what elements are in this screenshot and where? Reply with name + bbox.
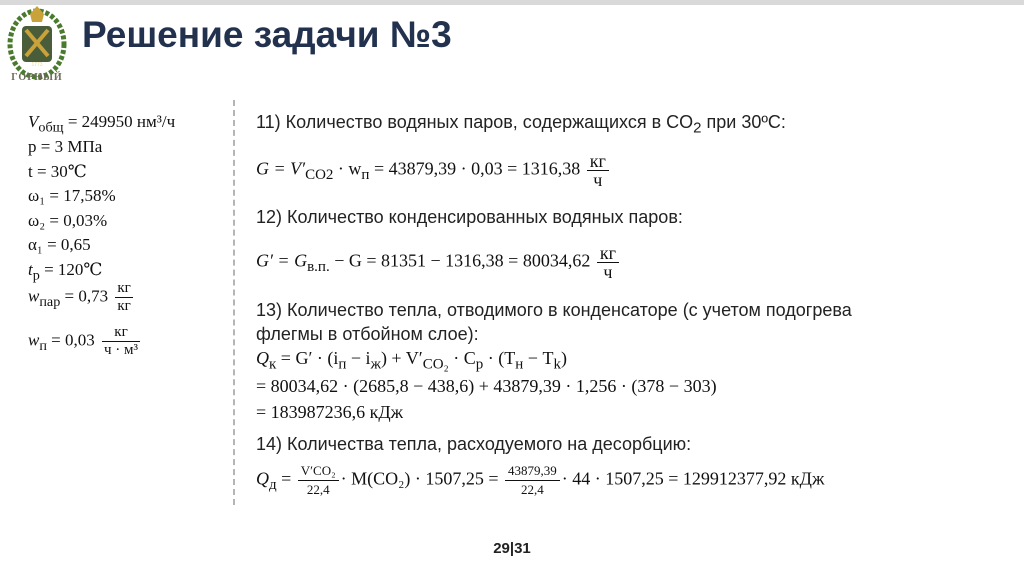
v-value: = 249950 нм³/ч	[63, 112, 176, 131]
step11-eq-a: G = V′	[256, 158, 306, 179]
page-title: Решение задачи №3	[82, 14, 452, 55]
step12-equation	[256, 244, 621, 281]
s14-b: · M(CO₂) · 1507,25 =	[340, 468, 504, 489]
wpar-symbol: w	[28, 286, 40, 306]
tp-subscript: р	[32, 267, 40, 284]
s13-f: · (T	[483, 348, 516, 368]
step13-equation-line3: = 183987236,6 кДж	[256, 402, 404, 422]
wp-fraction	[102, 324, 140, 359]
step11-heading-text: 11) Количество водяных паров, содержащихся в CO	[256, 112, 694, 132]
step11-unit-fraction	[587, 152, 609, 189]
tp-value: = 120℃	[39, 260, 103, 279]
wpar-numerator: кг	[117, 280, 131, 296]
s14-frac2-den: 22,4	[521, 482, 544, 497]
given-w-p	[28, 324, 140, 359]
step12-heading: 12) Количество конденсированных водяных паров:	[256, 207, 683, 227]
step14-heading: 14) Количества тепла, расходуемого на десорбцию:	[256, 434, 692, 454]
v-subscript: общ	[38, 119, 64, 136]
step13-equation-line1	[256, 348, 567, 374]
step11-eq-sub2: п	[361, 167, 370, 184]
s14-fraction1	[298, 462, 339, 499]
wpar-subscript: пар	[39, 293, 61, 310]
s14-q: Q	[256, 468, 269, 489]
wpar-denominator: кг	[117, 298, 131, 314]
s13-c: − i	[346, 348, 371, 368]
v-symbol: V	[28, 112, 39, 131]
s13-q-sub: к	[269, 356, 277, 373]
given-omega1: ω₁ = 17,58%	[28, 186, 116, 205]
s13-g: − T	[523, 348, 554, 368]
step11-heading	[256, 112, 786, 137]
s13-b: = G′ · (i	[276, 348, 339, 368]
page-number: 29|31	[493, 540, 531, 557]
s13-e: · C	[448, 348, 476, 368]
step11-unit-den: ч	[593, 170, 603, 190]
s13-h: )	[560, 348, 567, 368]
wp-symbol: w	[28, 330, 40, 350]
given-w-par	[28, 280, 133, 315]
wp-denominator: ч · м³	[104, 342, 139, 358]
step11-eq-sub: CO2	[305, 167, 334, 184]
wp-subscript: п	[39, 337, 47, 354]
step12-eq-sub: в.п.	[307, 259, 330, 276]
given-omega2: ω₂ = 0,03%	[28, 211, 108, 230]
step12-eq-b: − G = 81351 − 1316,38 = 80034,62	[329, 250, 591, 271]
s13-sub5: p	[475, 356, 484, 373]
step13-equation-line2: = 80034,62 · (2685,8 − 438,6) + 43879,39 · 1,256 · (378 − 303)	[256, 376, 717, 396]
logo-caption: ГОРНЫЙ	[11, 72, 63, 83]
s14-frac2-num: 43879,39	[505, 462, 560, 481]
top-border-line	[0, 0, 1024, 5]
given-pressure: p = 3 МПа	[28, 137, 103, 156]
s13-sub3: ж	[370, 356, 381, 373]
s14-frac1-num: V′CO₂	[298, 462, 339, 481]
step12-eq-a: G′ = G	[256, 250, 308, 271]
step11-equation	[256, 152, 611, 189]
given-v-total	[28, 112, 175, 136]
step13-heading-line2: флегмы в отбойном слое):	[256, 324, 479, 344]
step12-unit-num: кг	[597, 244, 619, 263]
wpar-value: = 0,73	[60, 286, 109, 306]
wpar-fraction	[115, 280, 132, 315]
s13-q: Q	[256, 348, 269, 368]
s14-fraction2	[505, 462, 560, 499]
column-divider	[233, 100, 235, 505]
s14-q-sub: д	[269, 477, 277, 494]
step11-eq-c: = 43879,39 · 0,03 = 1316,38	[369, 158, 581, 179]
step11-unit-num: кг	[587, 152, 609, 171]
given-alpha1: α₁ = 0,65	[28, 235, 91, 254]
s14-c: · 44 · 1507,25 = 129912377,92 кДж	[561, 468, 825, 489]
wp-numerator: кг	[102, 324, 140, 342]
step11-heading-sub: 2	[693, 119, 702, 137]
step13-heading-line1: 13) Количество тепла, отводимого в конденсаторе (с учетом подогрева	[256, 300, 852, 320]
s13-sub2: п	[338, 356, 347, 373]
logo-year: 1773	[31, 62, 43, 68]
wp-value: = 0,03	[46, 330, 95, 350]
s14-a: =	[276, 468, 296, 489]
step11-heading-end: при 30ºС:	[701, 112, 786, 132]
step12-unit-fraction	[597, 244, 619, 281]
s13-d: ) + V′	[380, 348, 423, 368]
s13-sub4: CO₂	[422, 356, 449, 373]
s13-sub6: н	[515, 356, 524, 373]
step11-eq-b: · w	[333, 158, 362, 179]
s14-frac1-den: 22,4	[306, 482, 330, 497]
step14-equation	[256, 462, 824, 499]
step12-unit-den: ч	[603, 262, 613, 282]
tp-symbol: t	[28, 260, 33, 279]
s13-sub7: k	[553, 356, 561, 373]
given-temperature: t = 30℃	[28, 162, 87, 181]
